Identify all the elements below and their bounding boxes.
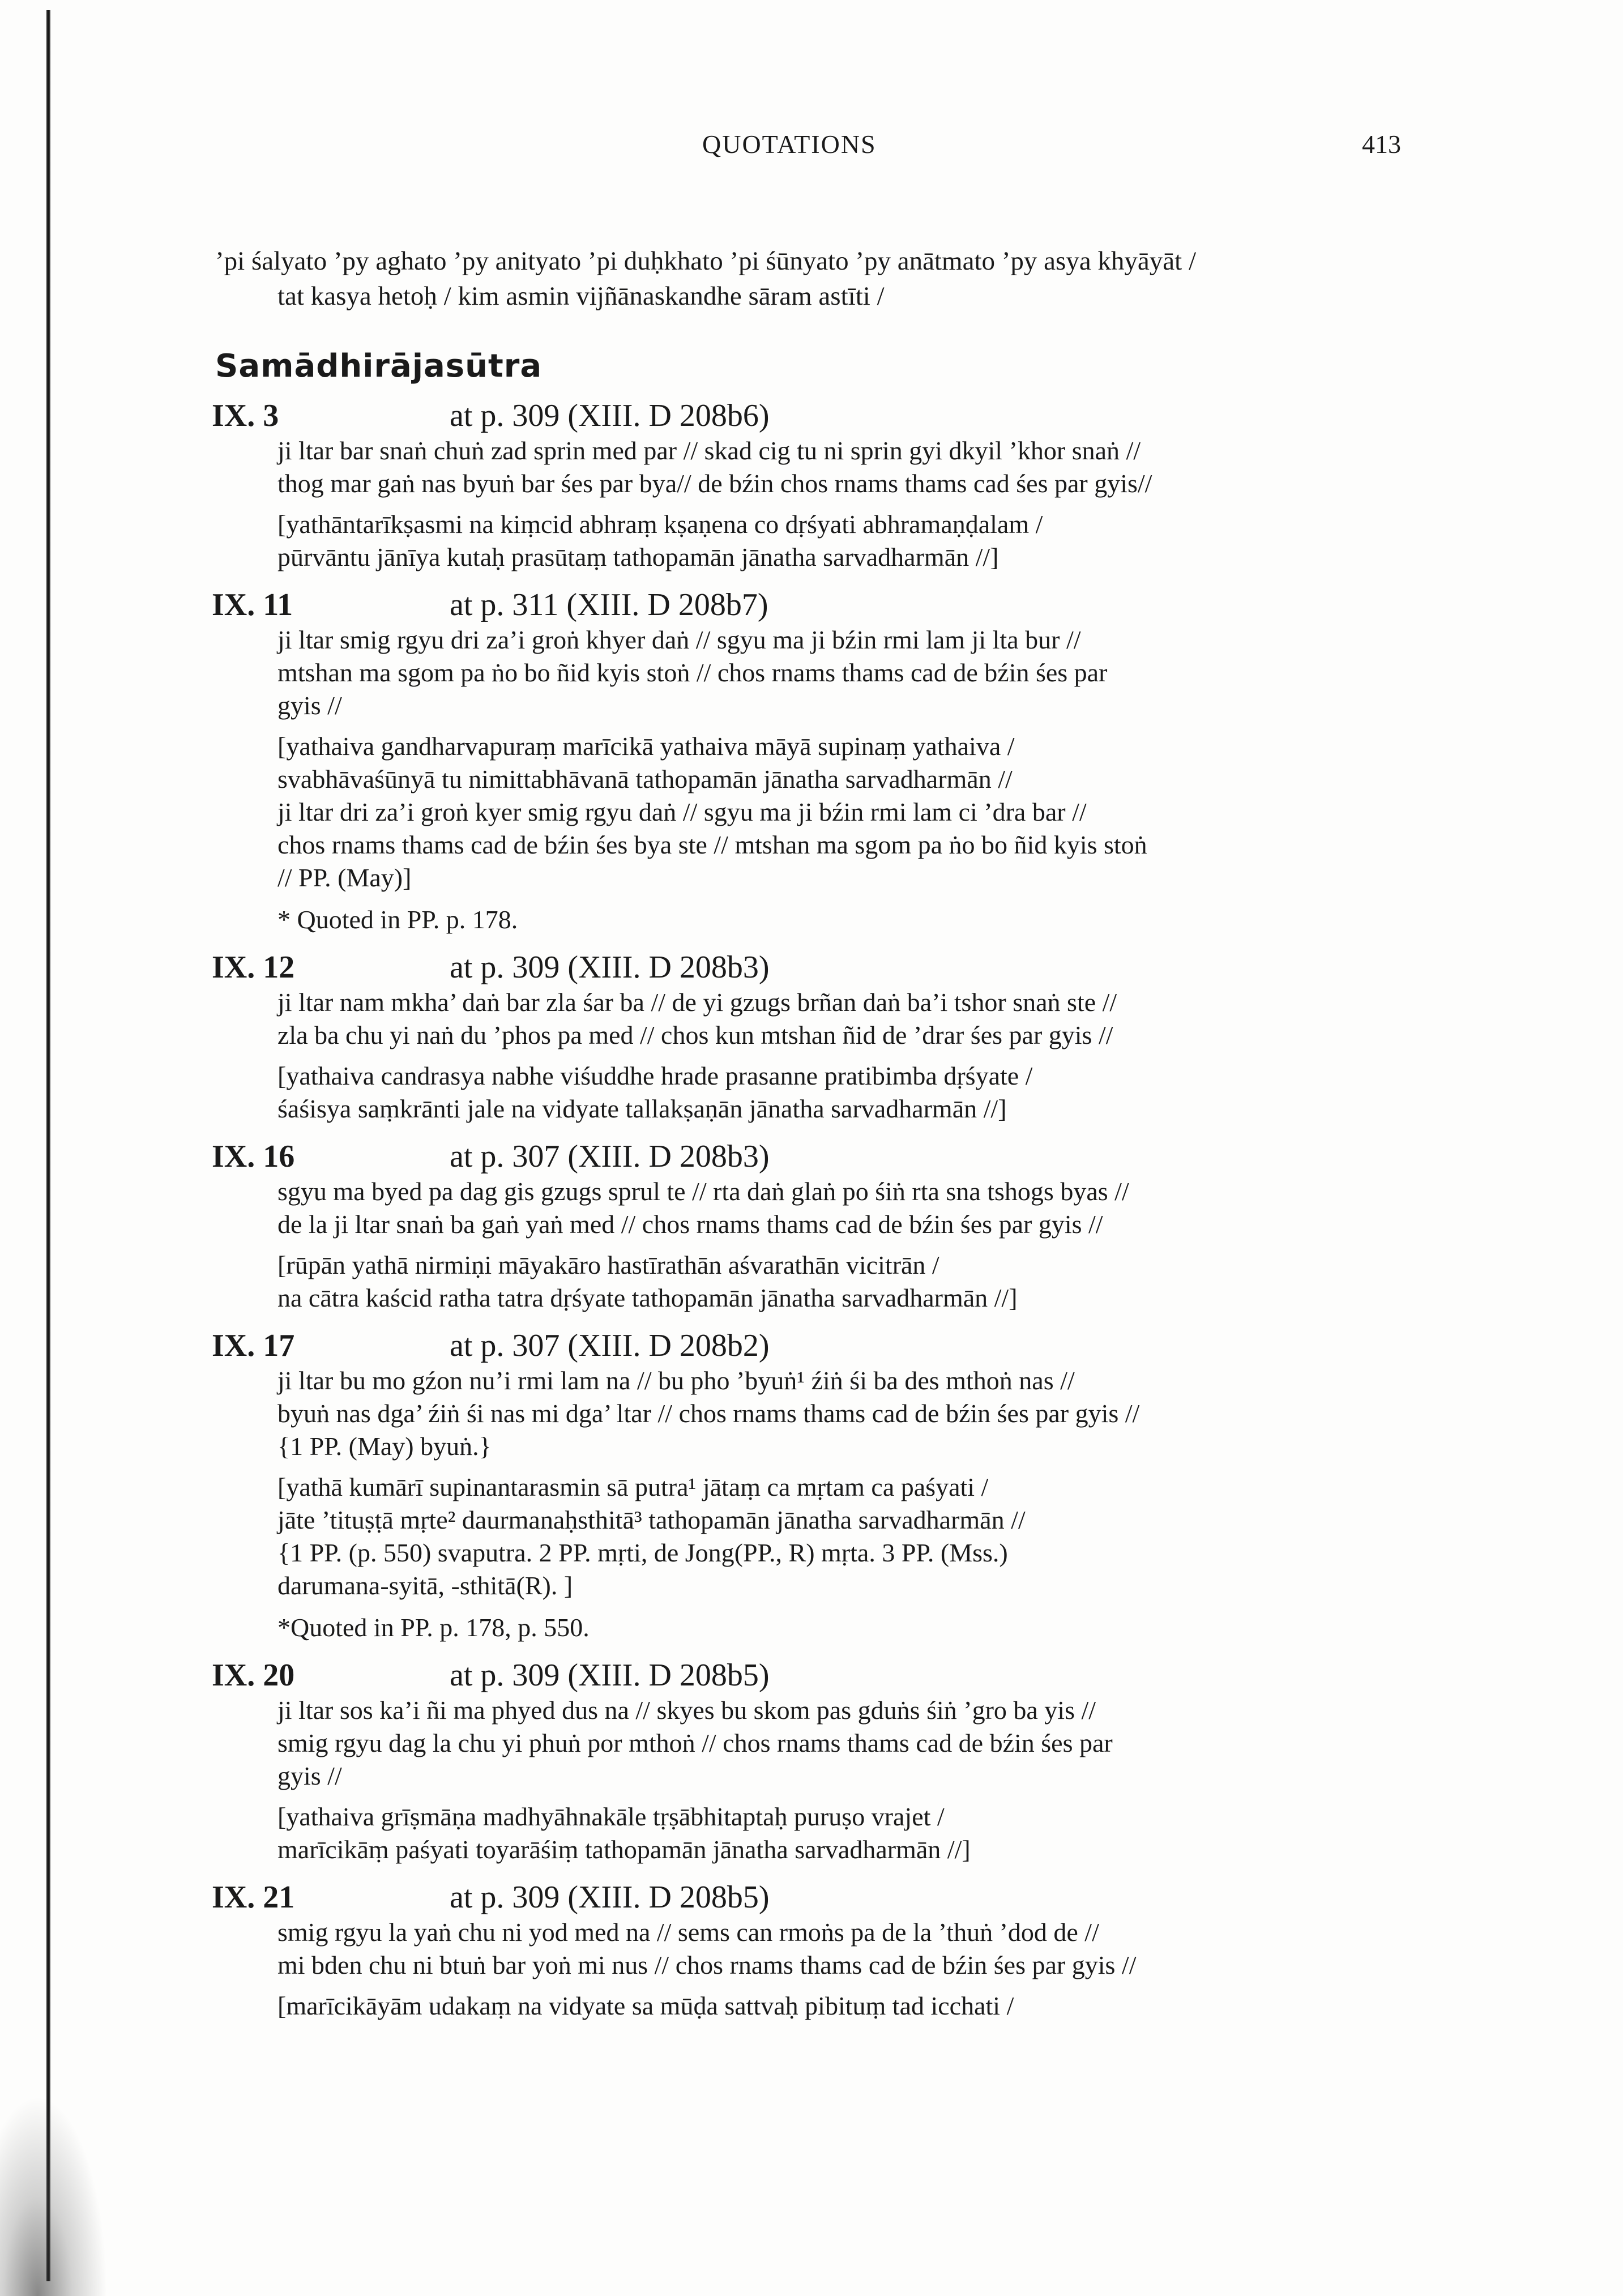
- verse-line: ji ltar sos ka’i ñi ma phyed dus na // skyes bu skom pas gduṅs śiṅ ’gro ba yis //: [277, 1696, 1096, 1725]
- entry-reference: at p. 309 (XIII. D 208b5): [450, 1658, 770, 1693]
- entry-body: [215, 434, 1416, 574]
- entry-reference: at p. 309 (XIII. D 208b3): [450, 950, 770, 985]
- verse-line: ji ltar smig rgyu dri za’i groṅ khyer daṅ // sgyu ma ji bźin rmi lam ji lta bur //: [277, 625, 1081, 654]
- entry-heading: [212, 1138, 1416, 1175]
- verse-line: darumana-syitā, -sthitā(R). ]: [277, 1571, 573, 1600]
- entries-list: [212, 397, 1416, 2022]
- sanskrit-verse: [277, 1471, 1416, 1602]
- intro-line-1: ’pi śalyato ’py aghato ’py anityato ’pi duḥkhato ’pi śūnyato ’py anātmato ’py asya khyāyāt /: [215, 246, 1197, 276]
- sanskrit-verse: [277, 1800, 1416, 1866]
- page-content: [212, 244, 1416, 2022]
- verse-line: svabhāvaśūnyā tu nimittabhāvanā tathopamān jānatha sarvadharmān //: [277, 765, 1013, 793]
- verse-line: gyis //: [277, 1761, 342, 1790]
- entry-heading: [212, 397, 1416, 434]
- verse-line: smig rgyu la yaṅ chu ni yod med na // sems can rmoṅs pa de la ’thuṅ ’dod de //: [277, 1918, 1099, 1947]
- entry-id: IX. 11: [212, 587, 293, 622]
- verse-line: jāte ’tituṣṭā mṛte² daurmanaḥsthitā³ tathopamān jānatha sarvadharmān //: [277, 1505, 1026, 1534]
- quotation-entry: [212, 586, 1416, 936]
- entry-reference: at p. 309 (XIII. D 208b6): [450, 398, 770, 433]
- tibetan-verse: [277, 624, 1416, 722]
- binding-edge: [46, 10, 50, 2281]
- quotation-entry: [212, 1138, 1416, 1315]
- verse-line: [marīcikāyām udakaṃ na vidyate sa mūḍa sattvaḥ pibituṃ tad icchati /: [277, 1991, 1014, 2020]
- verse-line: zla ba chu yi naṅ du ’phos pa med // chos kun mtshan ñid de ’drar śes par gyis //: [277, 1021, 1113, 1049]
- entry-body: [215, 1175, 1416, 1315]
- verse-line: mi bden chu ni btuṅ bar yoṅ mi nus // chos rnams thams cad de bźin śes par gyis //: [277, 1951, 1137, 1979]
- entry-body: [215, 986, 1416, 1125]
- sanskrit-verse: [277, 730, 1416, 894]
- verse-line: sgyu ma byed pa dag gis gzugs sprul te // rta daṅ glaṅ po śiṅ rta sna tshogs byas //: [277, 1177, 1129, 1206]
- verse-line: {1 PP. (May) byuṅ.}: [277, 1432, 492, 1461]
- entry-heading: [212, 949, 1416, 986]
- verse-line: smig rgyu dag la chu yi phuṅ por mthoṅ // chos rnams thams cad de bźin śes par: [277, 1729, 1113, 1757]
- sanskrit-verse: [277, 1249, 1416, 1315]
- verse-line: [rūpān yathā nirmiṇi māyakāro hastīrathān aśvarathān vicitrān /: [277, 1251, 939, 1279]
- verse-line: ji ltar bu mo gźon nu’i rmi lam na // bu pho ’byuṅ¹ źiṅ śi ba des mthoṅ nas //: [277, 1366, 1075, 1395]
- verse-line: [yathāntarīkṣasmi na kiṃcid abhraṃ kṣaṇena co dṛśyati abhramaṇḍalam /: [277, 510, 1043, 539]
- verse-line: marīcikāṃ paśyati toyarāśiṃ tathopamān jānatha sarvadharmān //]: [277, 1835, 971, 1864]
- intro-line-2: tat kasya hetoḥ / kim asmin vijñānaskandhe sāram astīti /: [277, 281, 885, 311]
- running-head: QUOTATIONS: [702, 130, 877, 159]
- verse-line: [yathā kumārī supinantarasmin sā putra¹ jātaṃ ca mṛtam ca paśyati /: [277, 1473, 989, 1501]
- quotation-entry: [212, 397, 1416, 574]
- tibetan-verse: [277, 1694, 1416, 1793]
- tibetan-verse: [277, 1916, 1416, 1982]
- verse-line: ji ltar nam mkha’ daṅ bar zla śar ba // de yi gzugs brñan daṅ ba’i tshor snaṅ ste //: [277, 988, 1117, 1017]
- entry-reference: at p. 311 (XIII. D 208b7): [450, 587, 768, 622]
- entry-heading: [212, 1879, 1416, 1916]
- sanskrit-verse: [277, 1060, 1416, 1125]
- quotation-entry: [212, 1657, 1416, 1866]
- verse-line: na cātra kaścid ratha tatra dṛśyate tathopamān jānatha sarvadharmān //]: [277, 1283, 1018, 1312]
- entry-id: IX. 16: [212, 1139, 295, 1174]
- tibetan-verse: [277, 1364, 1416, 1463]
- quotation-entry: [212, 1879, 1416, 2022]
- quotation-entry: [212, 1327, 1416, 1644]
- entry-heading: [212, 1657, 1416, 1694]
- entry-id: IX. 20: [212, 1658, 295, 1693]
- entry-id: IX. 21: [212, 1880, 295, 1915]
- verse-line: [yathaiva gandharvapuraṃ marīcikā yathaiva māyā supinaṃ yathaiva /: [277, 732, 1015, 761]
- entry-body: [215, 1694, 1416, 1866]
- entry-body: [215, 624, 1416, 936]
- entry-id: IX. 3: [212, 398, 279, 433]
- entry-reference: at p. 307 (XIII. D 208b3): [450, 1139, 770, 1174]
- verse-line: śaśisya saṃkrānti jale na vidyate tallakṣaṇān jānatha sarvadharmān //]: [277, 1094, 1007, 1123]
- verse-line: [yathaiva grīṣmāṇa madhyāhnakāle tṛṣābhitaptaḥ puruṣo vrajet /: [277, 1802, 945, 1831]
- tibetan-verse: [277, 1175, 1416, 1241]
- entry-reference: at p. 307 (XIII. D 208b2): [450, 1328, 770, 1363]
- entry-body: [215, 1364, 1416, 1644]
- entry-id: IX. 12: [212, 950, 295, 985]
- verse-line: byuṅ nas dga’ źiṅ śi nas mi dga’ ltar // chos rnams thams cad de bźin śes par gyis //: [277, 1399, 1140, 1428]
- entry-note: * Quoted in PP. p. 178.: [277, 905, 518, 934]
- verse-line: ji ltar bar snaṅ chuṅ zad sprin med par // skad cig tu ni sprin gyi dkyil ’khor snaṅ //: [277, 436, 1141, 465]
- sanskrit-verse: [277, 1990, 1416, 2022]
- entry-heading: [212, 586, 1416, 624]
- entry-body: [215, 1916, 1416, 2022]
- tibetan-verse: [277, 434, 1416, 500]
- entry-id: IX. 17: [212, 1328, 295, 1363]
- verse-line: [yathaiva candrasya nabhe viśuddhe hrade prasanne pratibimba dṛśyate /: [277, 1061, 1033, 1090]
- verse-line: mtshan ma sgom pa ṅo bo ñid kyis stoṅ // chos rnams thams cad de bźin śes par: [277, 658, 1108, 687]
- page-number: 413: [1362, 130, 1401, 159]
- verse-line: thog mar gaṅ nas byuṅ bar śes par bya// de bźin chos rnams thams cad śes par gyis//: [277, 469, 1152, 498]
- sanskrit-verse: [277, 508, 1416, 574]
- verse-line: de la ji ltar snaṅ ba gaṅ yaṅ med // chos rnams thams cad de bźin śes par gyis //: [277, 1210, 1103, 1239]
- section-title: Samādhirājasūtra: [215, 348, 543, 385]
- entry-reference: at p. 309 (XIII. D 208b5): [450, 1880, 770, 1915]
- entry-heading: [212, 1327, 1416, 1364]
- verse-line: ji ltar dri za’i groṅ kyer smig rgyu daṅ // sgyu ma ji bźin rmi lam ci ’dra bar //: [277, 797, 1087, 826]
- verse-line: gyis //: [277, 691, 342, 720]
- tibetan-verse: [277, 986, 1416, 1052]
- verse-line: chos rnams thams cad de bźin śes bya ste // mtshan ma sgom pa ṅo bo ñid kyis stoṅ: [277, 830, 1147, 859]
- quotation-entry: [212, 949, 1416, 1125]
- verse-line: {1 PP. (p. 550) svaputra. 2 PP. mṛti, de Jong(PP., R) mṛta. 3 PP. (Mss.): [277, 1538, 1008, 1567]
- verse-line: pūrvāntu jānīya kutaḥ prasūtaṃ tathopamān jānatha sarvadharmān //]: [277, 543, 999, 571]
- binding-shadow: [0, 2096, 108, 2296]
- verse-line: // PP. (May)]: [277, 863, 412, 892]
- entry-note: *Quoted in PP. p. 178, p. 550.: [277, 1613, 590, 1642]
